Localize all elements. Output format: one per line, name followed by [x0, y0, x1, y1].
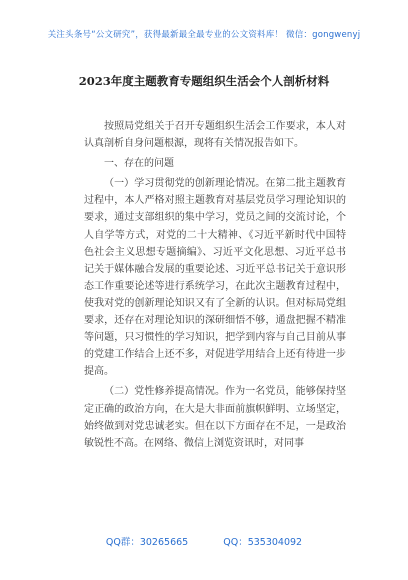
qq-group: QQ群：30265665: [105, 537, 189, 548]
qq-number: QQ：535304092: [223, 537, 303, 548]
section-paragraph-2: （二）党性修养提高情况。作为一名党员，能够保持坚定正确的政治方向，在大是大非面前旗帜鲜明、立场坚定，始终做到对党忠诚老实。但在以下方面存在不足，一是政治敏锐性不高。在网络、微信上浏览资讯时，对同事: [84, 386, 346, 449]
intro-paragraph: 按照局党组关于召开专题组织生活会工作要求，本人对认真剖析自身问题根源，现将有关情况报告如下。: [84, 121, 346, 150]
document-title: 2023年度主题教育专题组织生活会个人剖析材料: [78, 74, 330, 88]
contact-footer: [0, 534, 408, 548]
section-paragraph-1: （一）学习贯彻党的创新理论情况。在第二批主题教育过程中，本人严格对照主题教育对基层党员学习理论知识的要求，通过支部组织的集中学习，党员之间的交流讨论，个人自学等方式，对党的二十大精神、《习近平新时代中国特色社会主义思想专题摘编》、习近平文化思想、习近平总书记关于媒体融合发展的重要论述、习近平总书记关于意识形态工作重要论述等进行系统学习，在此次主题教育过程中，使我对党的创新理论知识又有了全新的认识。但对标局党组要求，还存在对理论知识的深研细悟不够，通盘把握不精准等问题，只习惯性的学习知识，把学到内容与自己目前从事的党建工作结合上还不多，对促进学用结合上还有待进一步提高。: [84, 178, 346, 378]
section-heading: 一、存在的问题: [104, 158, 174, 170]
document-body: [84, 118, 346, 452]
promo-header: 关注头条号“公文研究”，获得最新最全最专业的公文资料库！ 微信：gongwenyj: [47, 30, 361, 40]
